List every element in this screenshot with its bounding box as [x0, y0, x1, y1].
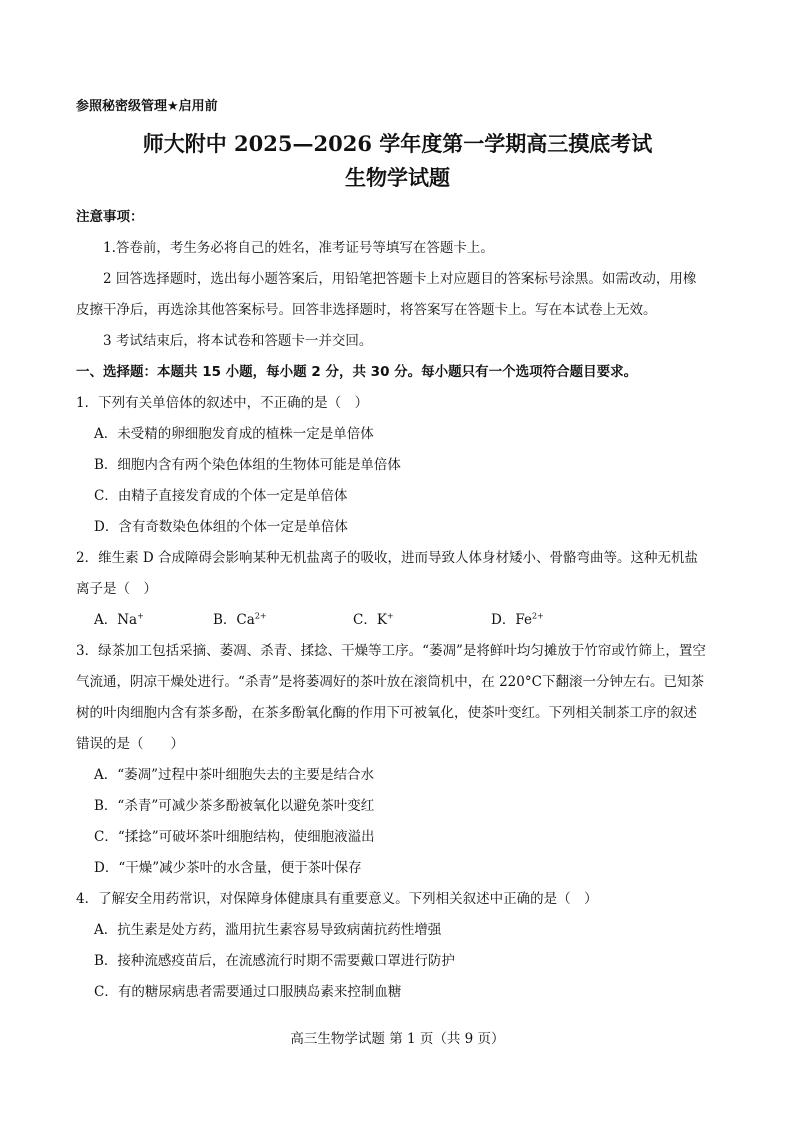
q2-option-b	[213, 611, 267, 629]
q4-option-b: B．接种流感疫苗后，在流感流行时期不需要戴口罩进行防护	[94, 953, 455, 969]
q1-option-c: C．由精子直接发育成的个体一定是单倍体	[94, 488, 348, 504]
q2-option-c-charge: +	[386, 611, 394, 621]
q2-stem-line-2: 离子是（ ）	[76, 581, 157, 597]
section-1-heading: 一、选择题：本题共 15 小题，每小题 2 分，共 30 分。每小题只有一个选项符合题目要求。	[76, 364, 638, 380]
q2-option-d-charge: 2+	[531, 611, 544, 621]
q2-option-d-label: D．Fe	[491, 612, 532, 628]
q4-stem: 4．了解安全用药常识，对保障身体健康具有重要意义。下列相关叙述中正确的是（ ）	[76, 891, 598, 907]
notice-item-1: 1.答卷前，考生务必将自己的姓名，准考证号等填写在答题卡上。	[103, 240, 494, 256]
page-footer: 高三生物学试题 第 1 页（共 9 页）	[290, 1031, 505, 1047]
exam-title: 师大附中 2025—2026 学年度第一学期高三摸底考试	[142, 131, 653, 156]
q1-option-d: D．含有奇数染色体组的个体一定是单倍体	[94, 519, 348, 535]
q3-stem-line-2: 气流通，阴凉干燥处进行。“杀青”是将萎凋好的茶叶放在滚筒机中，在 220°C下翻滚一分钟左右。已知茶	[76, 674, 704, 690]
q4-option-a: A．抗生素是处方药，滥用抗生素容易导致病菌抗药性增强	[94, 922, 442, 938]
q1-option-a: A．未受精的卵细胞发育成的植株一定是单倍体	[94, 426, 374, 442]
q2-option-d	[491, 611, 544, 629]
notice-item-3: 3 考试结束后，将本试卷和答题卡一并交回。	[103, 333, 373, 349]
q3-stem-line-3: 树的叶肉细胞内含有茶多酚，在茶多酚氧化酶的作用下可被氧化，使茶叶变红。下列相关制茶工序的叙述	[76, 705, 697, 721]
q3-stem-line-4: 错误的是（ ）	[76, 736, 184, 752]
q2-option-a-label: A．Na	[94, 612, 138, 628]
q3-stem-line-1: 3．绿茶加工包括采摘、萎凋、杀青、揉捻、干燥等工序。“萎凋”是将鲜叶均匀摊放于竹帘或竹筛上，置空	[76, 643, 706, 659]
notice-item-2-line-1: 2 回答选择题时，选出每小题答案后，用铅笔把答题卡上对应题目的答案标号涂黑。如需改动，用橡	[103, 271, 697, 287]
q2-option-c-label: C．K	[353, 612, 387, 628]
q4-option-c: C．有的糖尿病患者需要通过口服胰岛素来控制血糖	[94, 984, 402, 1000]
q1-stem: 1．下列有关单倍体的叙述中，不正确的是（ ）	[76, 395, 369, 411]
q2-option-c	[353, 611, 394, 629]
q2-stem-line-1: 2．维生素 D 合成障碍会影响某种无机盐离子的吸收，进而导致人体身材矮小、骨骼弯曲等。这种无机盐	[76, 550, 698, 566]
q2-option-b-charge: 2+	[254, 611, 267, 621]
q1-option-b: B．细胞内含有两个染色体组的生物体可能是单倍体	[94, 457, 401, 473]
secret-label: 参照秘密级管理★启用前	[76, 99, 218, 114]
q2-option-a-charge: +	[137, 611, 144, 621]
notice-heading: 注意事项：	[76, 209, 144, 225]
q3-option-b: B．“杀青”可减少茶多酚被氧化以避免茶叶变红	[94, 798, 375, 814]
notice-item-2-line-2: 皮擦干净后，再选涂其他答案标号。回答非选择题时，将答案写在答题卡上。写在本试卷上无效。	[76, 302, 657, 318]
subject-title: 生物学试题	[345, 165, 450, 190]
q3-option-a: A．“萎凋”过程中茶叶细胞失去的主要是结合水	[94, 767, 375, 783]
q3-option-c: C．“揉捻”可破坏茶叶细胞结构，使细胞液溢出	[94, 829, 375, 845]
q3-option-d: D．“干燥”减少茶叶的水含量，便于茶叶保存	[94, 860, 362, 876]
q2-option-a	[94, 611, 144, 629]
q2-option-b-label: B．Ca	[213, 612, 255, 628]
